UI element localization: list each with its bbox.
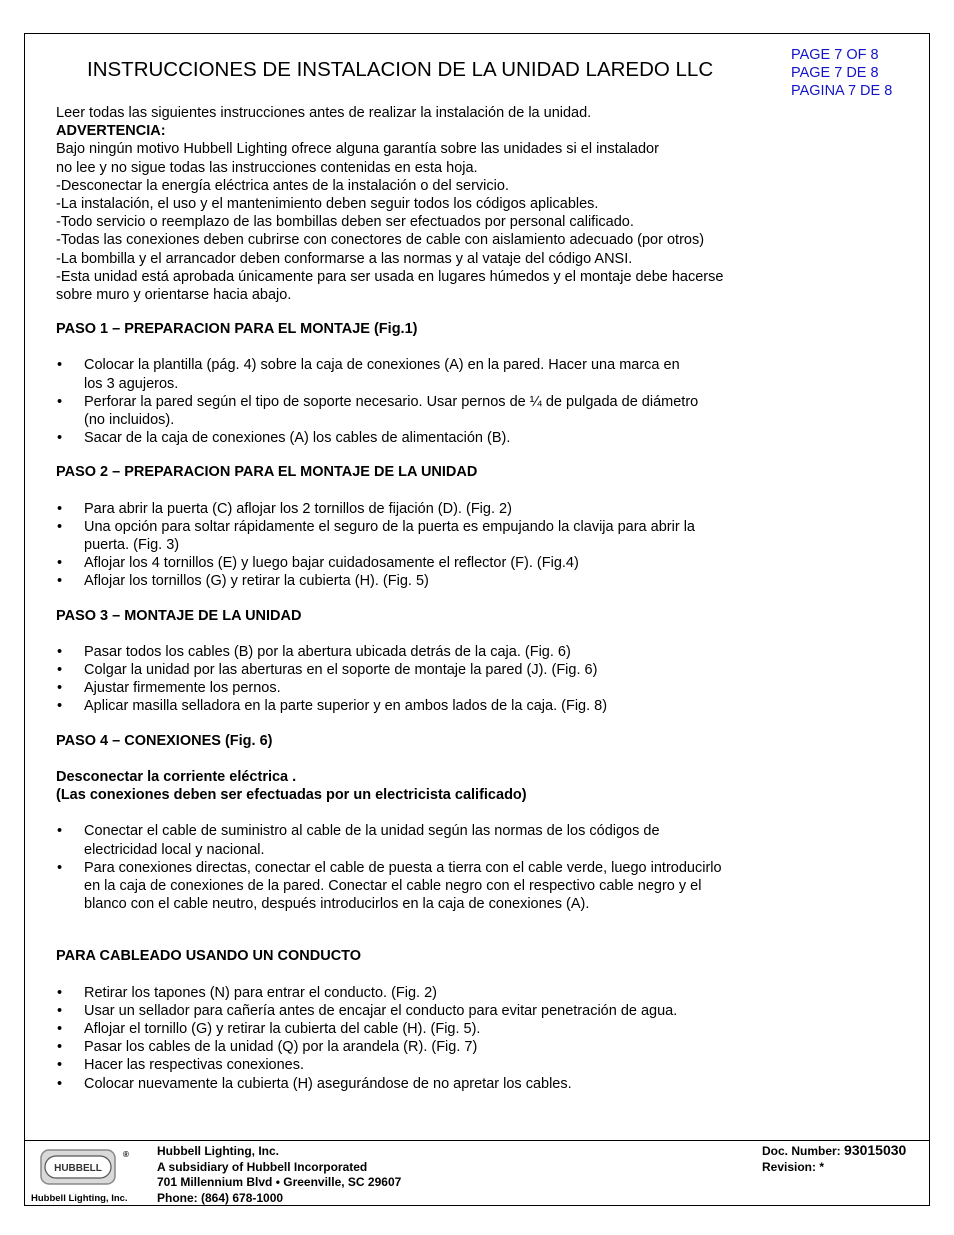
list-item-text: • Aflojar el tornillo (G) y retirar la cubierta del cable (H). (Fig. 5). xyxy=(84,1020,481,1037)
list-item xyxy=(56,1038,796,1056)
step2-list xyxy=(56,500,796,591)
list-item xyxy=(56,661,796,679)
list-item xyxy=(56,697,796,715)
revision-label: Revision: xyxy=(762,1159,817,1174)
step4-list xyxy=(56,822,796,913)
warning-lines xyxy=(56,140,796,304)
list-item-text: • Hacer las respectivas conexiones. xyxy=(84,1057,305,1074)
list-item xyxy=(56,554,796,572)
list-item xyxy=(56,518,796,554)
list-item-text: • Colgar la unidad por las aberturas en el soporte de montaje la pared (J). (Fig. 6) xyxy=(84,662,598,679)
page-indicator xyxy=(791,46,892,100)
step4-heading: PASO 4 – CONEXIONES (Fig. 6) xyxy=(56,732,273,749)
company-subsidiary: A subsidiary of Hubbell Incorporated xyxy=(157,1159,368,1174)
list-item xyxy=(56,1002,796,1020)
list-item-text: los 3 agujeros. xyxy=(84,375,179,392)
list-item-text: • Aflojar los tornillos (G) y retirar la cubierta (H). (Fig. 5) xyxy=(84,573,429,590)
list-item-text: • Pasar los cables de la unidad (Q) por la arandela (R). (Fig. 7) xyxy=(84,1039,478,1056)
list-item xyxy=(56,822,796,858)
company-phone: Phone: (864) 678-1000 xyxy=(157,1190,284,1205)
step3-heading: PASO 3 – MONTAJE DE LA UNIDAD xyxy=(56,607,302,624)
list-item xyxy=(56,356,796,392)
list-item xyxy=(56,643,796,661)
company-name: Hubbell Lighting, Inc. xyxy=(157,1144,279,1158)
conduit-list xyxy=(56,984,796,1093)
list-item-text: (no incluidos). xyxy=(84,412,175,429)
company-info xyxy=(157,1144,401,1206)
step1-list xyxy=(56,356,796,447)
page-line-es-alt: PAGINA 7 DE 8 xyxy=(791,83,893,99)
warning-line: Bajo ningún motivo Hubbell Lighting ofrece alguna garantía sobre las unidades si el instalador xyxy=(56,141,659,158)
list-item-text: • Colocar la plantilla (pág. 4) sobre la caja de conexiones (A) en la pared. Hacer una marca en xyxy=(84,357,680,374)
doc-number-row xyxy=(762,1143,906,1160)
step4-note: (Las conexiones deben ser efectuadas por un electricista calificado) xyxy=(56,787,527,804)
list-item xyxy=(56,429,796,447)
warning-line: -La instalación, el uso y el mantenimiento deben seguir todos los códigos aplicables. xyxy=(56,196,599,213)
list-item-text: • Conectar el cable de suministro al cable de la unidad según las normas de los códigos de xyxy=(84,823,660,840)
intro-line: Leer todas las siguientes instrucciones antes de realizar la instalación de la unidad. xyxy=(56,105,592,121)
page-line-en: PAGE 7 OF 8 xyxy=(791,47,879,63)
warning-line: -La bombilla y el arrancador deben conformarse a las normas y al vataje del código ANSI. xyxy=(56,250,633,267)
hubbell-logo xyxy=(31,1147,135,1205)
list-item-text: • Pasar todos los cables (B) por la abertura ubicada detrás de la caja. (Fig. 6) xyxy=(84,643,571,660)
list-item-text: • Para conexiones directas, conectar el cable de puesta a tierra con el cable verde, luego introducirlo xyxy=(84,859,722,876)
list-item xyxy=(56,1020,796,1038)
document-info xyxy=(762,1143,906,1175)
list-item-text: • Aflojar los 4 tornillos (E) y luego bajar cuidadosamente el reflector (F). (Fig.4) xyxy=(84,555,579,572)
list-item-text: • Usar un sellador para cañería antes de encajar el conducto para evitar penetración de agua. xyxy=(84,1002,678,1019)
list-item-text: • Ajustar firmemente los pernos. xyxy=(84,680,281,697)
list-item-text: • Una opción para soltar rápidamente el seguro de la puerta es empujando la clavija para abrir la xyxy=(84,518,695,535)
footer-divider xyxy=(24,1140,930,1141)
logo-caption: Hubbell Lighting, Inc. xyxy=(31,1193,128,1204)
warning-line: -Todas las conexiones deben cubrirse con conectores de cable con aislamiento adecuado (por otros) xyxy=(56,232,705,249)
warning-line: -Esta unidad está aprobada únicamente para ser usada en lugares húmedos y el montaje debe hacerse xyxy=(56,268,724,285)
list-item xyxy=(56,1056,796,1074)
warning-line: sobre muro y orientarse hacia abajo. xyxy=(56,287,292,304)
list-item xyxy=(56,393,796,429)
revision-row xyxy=(762,1160,906,1176)
list-item-text: • Para abrir la puerta (C) aflojar los 2 tornillos de fijación (D). (Fig. 2) xyxy=(84,500,512,517)
warning-label: ADVERTENCIA: xyxy=(56,123,166,140)
list-item-text: electricidad local y nacional. xyxy=(84,841,265,858)
list-item-text: puerta. (Fig. 3) xyxy=(84,537,180,554)
revision-value: * xyxy=(819,1159,825,1174)
step4-note: Desconectar la corriente eléctrica . xyxy=(56,768,297,785)
doc-number-label: Doc. Number: xyxy=(762,1144,841,1158)
step1-heading: PASO 1 – PREPARACION PARA EL MONTAJE (Fig.1) xyxy=(56,321,418,338)
registered-mark: ® xyxy=(123,1150,129,1159)
list-item-text: • Perforar la pared según el tipo de soporte necesario. Usar pernos de ¼ de pulgada de diámetro xyxy=(84,393,699,410)
list-item xyxy=(56,859,796,914)
list-item-text: blanco con el cable neutro, después introducirlos en la caja de conexiones (A). xyxy=(84,896,590,913)
warning-line: -Desconectar la energía eléctrica antes de la instalación o del servicio. xyxy=(56,177,509,194)
list-item-text: • Aplicar masilla selladora en la parte superior y en ambos lados de la caja. (Fig. 8) xyxy=(84,698,608,715)
list-item xyxy=(56,500,796,518)
doc-number: 93015030 xyxy=(844,1142,907,1158)
warning-line: -Todo servicio o reemplazo de las bombillas deben ser efectuados por personal calificado. xyxy=(56,214,634,231)
list-item xyxy=(56,984,796,1002)
list-item-text: en la caja de conexiones de la pared. Conectar el cable negro con el respectivo cable negro y el xyxy=(84,877,702,894)
company-address: 701 Millennium Blvd • Greenville, SC 29607 xyxy=(157,1175,402,1189)
list-item xyxy=(56,679,796,697)
document-title: INSTRUCCIONES DE INSTALACION DE LA UNIDAD LAREDO LLC xyxy=(87,58,714,81)
list-item-text: • Retirar los tapones (N) para entrar el conducto. (Fig. 2) xyxy=(84,984,437,1001)
step2-heading: PASO 2 – PREPARACION PARA EL MONTAJE DE LA UNIDAD xyxy=(56,464,478,481)
page-line-es: PAGE 7 DE 8 xyxy=(791,65,879,81)
logo-wordmark: HUBBELL xyxy=(54,1163,102,1174)
step3-list xyxy=(56,643,796,716)
warning-line: no lee y no sigue todas las instrucciones contenidas en esta hoja. xyxy=(56,159,478,176)
list-item xyxy=(56,572,796,590)
list-item xyxy=(56,1075,796,1093)
list-item-text: • Sacar de la caja de conexiones (A) los cables de alimentación (B). xyxy=(84,430,511,447)
conduit-heading: PARA CABLEADO USANDO UN CONDUCTO xyxy=(56,948,362,965)
list-item-text: • Colocar nuevamente la cubierta (H) asegurándose de no apretar los cables. xyxy=(84,1075,572,1092)
instructions-body xyxy=(56,104,796,1093)
